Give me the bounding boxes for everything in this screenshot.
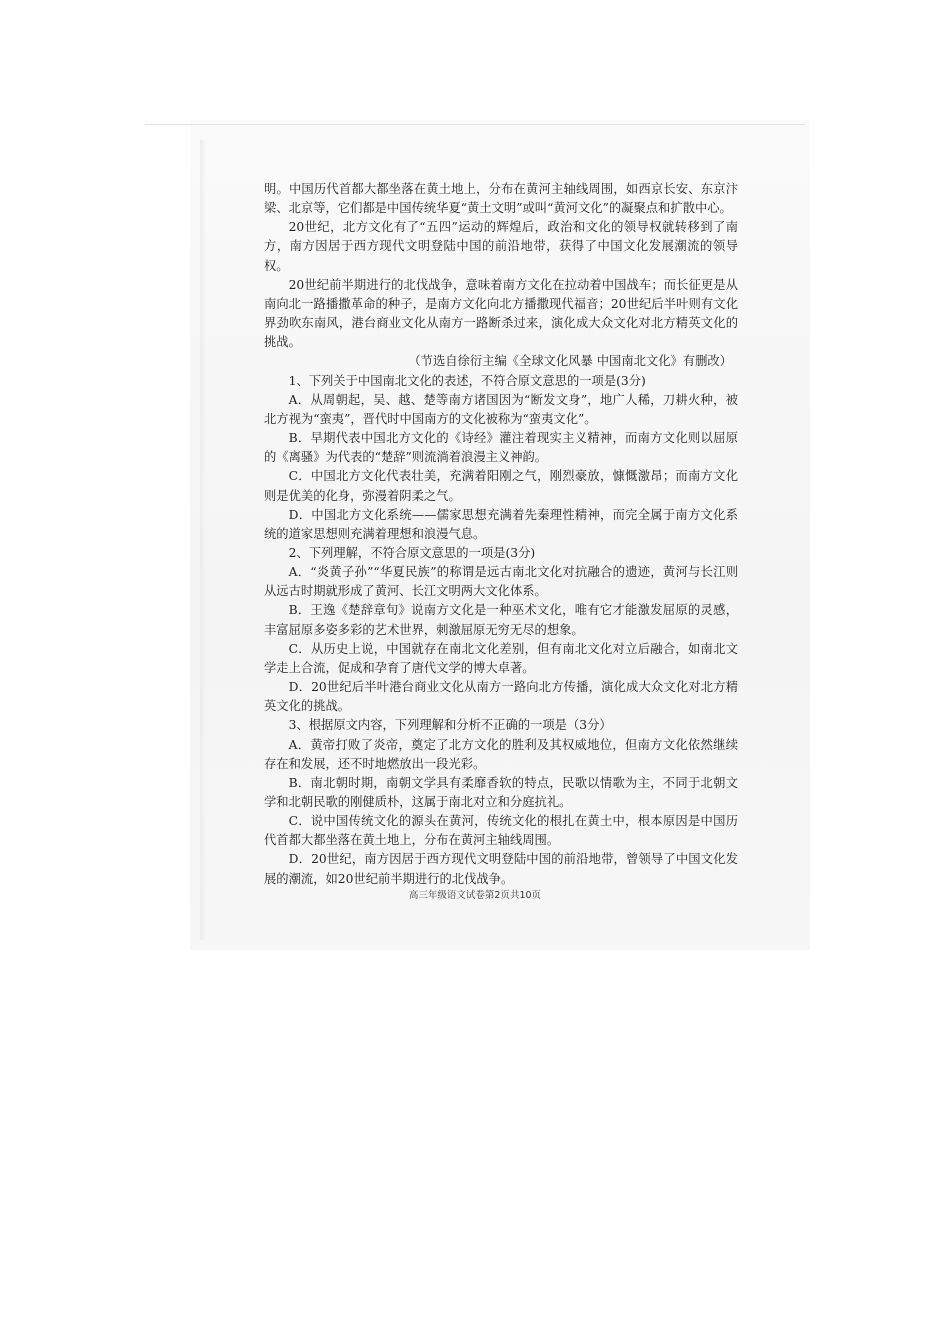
question-1-option-b: B．早期代表中国北方文化的《诗经》灌注着现实主义精神，而南方文化则以屈原的《离骚》为代表的“楚辞”则流淌着浪漫主义神韵。: [264, 431, 738, 465]
question-2-stem: 2、下列理解，不符合原文意思的一项是(3分): [288, 545, 536, 560]
question-1-option-a: A．从周朝起，吴、越、楚等南方诸国因为“断发文身”，地广人稀，刀耕火种，被北方视为“蛮夷”，晋代时中国南方的文化被称为“蛮夷文化”。: [264, 392, 738, 426]
page-footer: 高三年级语文试卷第2页共10页: [408, 890, 542, 901]
passage-paragraph-1: 明。中国历代首都大都坐落在黄土地上，分布在黄河主轴线周围，如西京长安、东京汴梁、北京等，它们都是中国传统华夏“黄土文明”或叫“黄河文化”的凝聚点和扩散中心。: [264, 182, 738, 216]
question-2-option-d: D．20世纪后半叶港台商业文化从南方一路向北方传播，演化成大众文化对北方精英文化的挑战。: [264, 680, 738, 714]
scan-shadow: [200, 140, 206, 940]
question-2-option-c: C．从历史上说，中国就存在南北文化差别，但有南北文化对立后融合，如南北文学走上合流，促成和孕育了唐代文学的博大卓著。: [264, 641, 738, 675]
question-3-option-b: B．南北朝时期，南朝文学具有柔靡香软的特点，民歌以情歌为主，不同于北朝文学和北朝民歌的刚健质朴，这属于南北对立和分庭抗礼。: [264, 775, 738, 809]
question-3-option-d: D．20世纪，南方因居于西方现代文明登陆中国的前沿地带，曾领导了中国文化发展的潮流，如20世纪前半期进行的北伐战争。: [264, 852, 738, 886]
question-1-stem: 1、下列关于中国南北文化的表述，不符合原文意思的一项是(3分): [288, 373, 646, 388]
question-3-option-c: C．说中国传统文化的源头在黄河，传统文化的根扎在黄土中，根本原因是中国历代首都大都坐落在黄土地上，分布在黄河主轴线周围。: [264, 814, 738, 848]
question-3-stem: 3、根据原文内容，下列理解和分析不正确的一项是（3分）: [288, 718, 612, 733]
passage-paragraph-3: 20世纪前半期进行的北伐战争，意味着南方文化在拉动着中国战车；而长征更是从南向北一路播撒革命的种子，是南方文化向北方播撒现代福音；20世纪后半叶则有文化界劲吹东南风，港台商业文化从南方一路断杀过来，演化成大众文化对北方精英文化的挑战。: [264, 277, 738, 350]
source-citation: （节选自徐衍主编《全球文化风暴 中国南北文化》有删改）: [408, 354, 732, 369]
question-1-option-c: C．中国北方文化代表壮美，充满着阳刚之气，刚烈豪放，慷慨激昂；而南方文化则是优美的化身，弥漫着阴柔之气。: [264, 469, 738, 503]
question-2-option-b: B．王逸《楚辞章句》说南方文化是一种巫术文化，唯有它才能激发屈原的灵感，丰富屈原多姿多彩的艺术世界，刺激屈原无穷无尽的想象。: [264, 603, 738, 637]
question-3-option-a: A．黄帝打败了炎帝，奠定了北方文化的胜利及其权威地位，但南方文化依然继续存在和发展，还不时地燃放出一段光彩。: [264, 737, 738, 771]
question-1-option-d: D．中国北方文化系统——儒家思想充满着先秦理性精神，而完全属于南方文化系统的道家思想则充满着理想和浪漫气息。: [264, 507, 738, 541]
passage-paragraph-2: 20世纪，北方文化有了“五四”运动的辉煌后，政治和文化的领导权就转移到了南方，南方因居于西方现代文明登陆中国的前沿地带，获得了中国文化发展潮流的领导权。: [264, 220, 738, 273]
page-edge-line: [145, 124, 805, 125]
exam-text: [264, 180, 738, 889]
question-2-option-a: A．“炎黄子孙”“华夏民族”的称谓是远古南北文化对抗融合的遗迹，黄河与长江则从远古时期就形成了黄河、长江文明两大文化体系。: [264, 565, 738, 599]
